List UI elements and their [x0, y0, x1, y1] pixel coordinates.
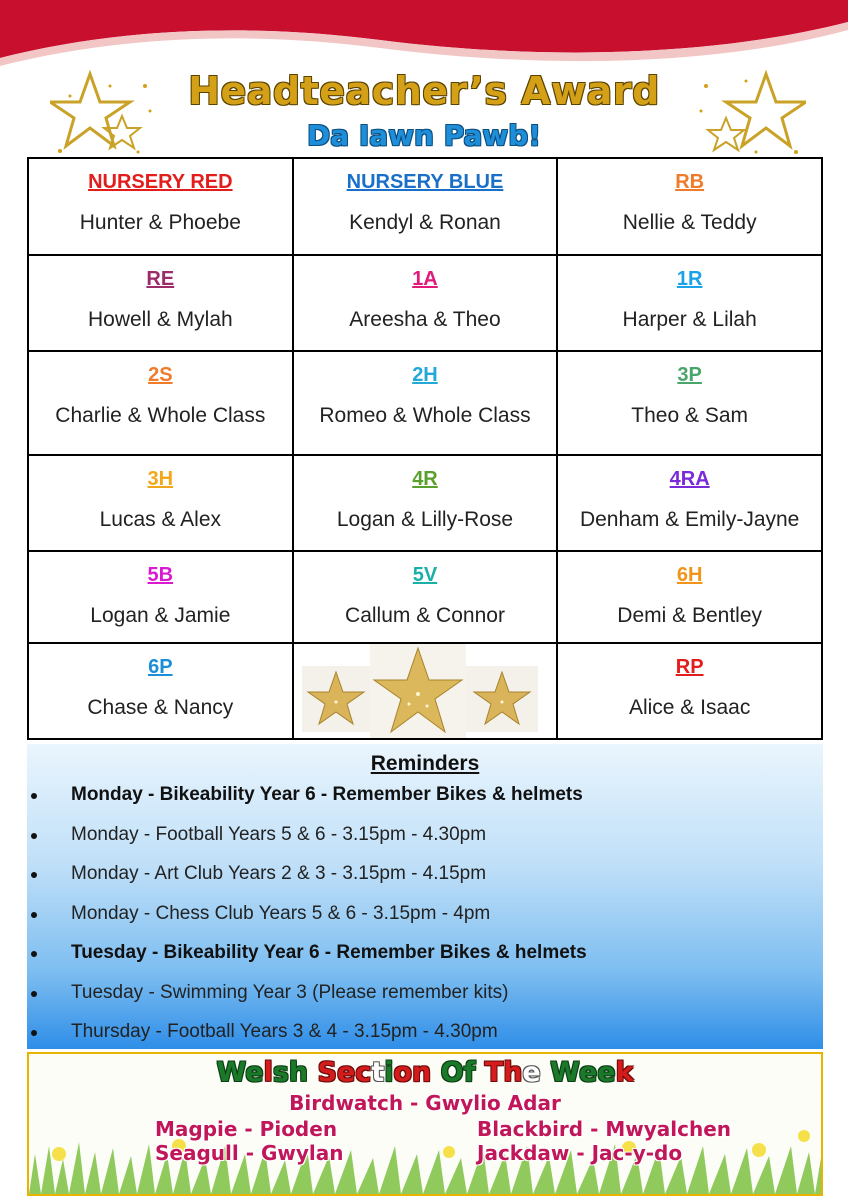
- awards-table: [27, 157, 823, 740]
- reminder-text: Monday - Football Years 5 & 6 - 3.15pm - 4.30pm: [71, 823, 487, 845]
- class-name: NURSERY BLUE: [346, 171, 504, 193]
- award-cell: [293, 351, 558, 455]
- class-name: RE: [146, 268, 175, 290]
- award-cell: [557, 255, 822, 351]
- award-cell: [557, 351, 822, 455]
- pupil-names: Chase & Nancy: [87, 696, 234, 719]
- pupil-names: Alice & Isaac: [628, 696, 751, 719]
- gold-stars-icon: [294, 644, 559, 740]
- reminder-text: Thursday - Football Years 3 & 4 - 3.15pm - 4.30pm: [71, 1021, 498, 1042]
- welsh-section-title: [29, 1054, 821, 1092]
- award-cell: [557, 643, 822, 739]
- award-cell: [557, 551, 822, 643]
- welsh-title-part: k: [615, 1057, 634, 1088]
- bullet-icon: [31, 991, 37, 997]
- reminders-title: Reminders: [370, 752, 480, 775]
- welsh-title-part: e: [522, 1057, 551, 1088]
- pupil-names: Logan & Lilly-Rose: [336, 508, 514, 531]
- pupil-names: Callum & Connor: [345, 604, 505, 627]
- reminder-text: Tuesday - Swimming Year 3 (Please remember kits): [71, 981, 509, 1003]
- class-name: 6P: [148, 656, 173, 678]
- award-cell: [28, 551, 293, 643]
- welsh-word: Blackbird - Mwyalchen: [477, 1117, 731, 1141]
- class-name: 5B: [147, 564, 174, 586]
- welsh-title-part: Wee: [550, 1057, 616, 1088]
- pupil-names: Hunter & Phoebe: [79, 211, 241, 234]
- class-name: 1R: [676, 268, 703, 290]
- reminder-text: Tuesday - Bikeability Year 6 - Remember Bikes & helmets: [71, 942, 587, 963]
- bullet-icon: [31, 793, 37, 799]
- welsh-word: Magpie - Pioden: [155, 1117, 338, 1141]
- welsh-section: [27, 1052, 823, 1196]
- welsh-title-part: Th: [484, 1057, 523, 1088]
- welsh-title-part: on: [393, 1057, 441, 1088]
- class-name: 4RA: [669, 468, 710, 490]
- reminders-list: [27, 780, 823, 1057]
- award-cell: [28, 643, 293, 739]
- pupil-names: Lucas & Alex: [99, 508, 222, 531]
- welsh-title-part: sh: [272, 1057, 318, 1088]
- reminders-panel: [27, 744, 823, 1049]
- welsh-title-part: We: [216, 1057, 264, 1088]
- welsh-word: Seagull - Gwylan: [155, 1141, 344, 1165]
- welsh-word: Jackdaw - Jac-y-do: [477, 1141, 683, 1165]
- pupil-names: Nellie & Teddy: [622, 211, 757, 234]
- class-name: 5V: [412, 564, 438, 586]
- class-name: 3H: [147, 468, 174, 490]
- award-cell: [293, 455, 558, 551]
- award-cell: [557, 158, 822, 255]
- class-name: RB: [675, 171, 705, 193]
- welsh-title-part: l: [263, 1057, 273, 1088]
- award-cell: [557, 455, 822, 551]
- award-cell: [28, 158, 293, 255]
- class-name: 4R: [412, 468, 438, 490]
- pupil-names: Logan & Jamie: [90, 604, 231, 627]
- reminder-item: [27, 859, 823, 899]
- welsh-title-part: t: [371, 1057, 385, 1088]
- page-title: Headteacher’s Award: [188, 69, 660, 113]
- reminder-item: [27, 1017, 823, 1057]
- pupil-names: Demi & Bentley: [617, 604, 763, 627]
- pupil-names: Kendyl & Ronan: [349, 211, 501, 234]
- welsh-title-part: i: [384, 1057, 394, 1088]
- award-cell: [293, 255, 558, 351]
- award-cell: [28, 455, 293, 551]
- bullet-icon: [31, 833, 37, 839]
- pupil-names: Denham & Emily-Jayne: [579, 508, 800, 531]
- bullet-icon: [31, 912, 37, 918]
- pupil-names: Charlie & Whole Class: [55, 404, 266, 427]
- award-cell: [293, 551, 558, 643]
- page-subtitle: Da Iawn Pawb!: [306, 119, 542, 152]
- reminder-text: Monday - Chess Club Years 5 & 6 - 3.15pm - 4pm: [71, 902, 491, 924]
- header-banner: [0, 0, 848, 70]
- class-name: NURSERY RED: [88, 171, 233, 193]
- award-cell: [28, 255, 293, 351]
- award-cell: [28, 351, 293, 455]
- reminder-text: Monday - Art Club Years 2 & 3 - 3.15pm - 4.15pm: [71, 863, 487, 884]
- welsh-heading: Birdwatch - Gwylio Adar: [289, 1091, 561, 1115]
- reminder-item: [27, 978, 823, 1018]
- reminder-item: [27, 899, 823, 939]
- pupil-names: Howell & Mylah: [87, 308, 233, 331]
- class-name: 6H: [676, 564, 703, 586]
- welsh-title-part: Of: [440, 1057, 485, 1088]
- reminder-item: [27, 780, 823, 820]
- class-name: 3P: [677, 364, 702, 386]
- pupil-names: Harper & Lilah: [622, 308, 757, 331]
- reminder-item: [27, 938, 823, 978]
- gold-stars-cell: [293, 643, 558, 739]
- award-cell: [293, 158, 558, 255]
- class-name: 2H: [412, 364, 438, 386]
- class-name: RP: [675, 656, 704, 678]
- pupil-names: Romeo & Whole Class: [319, 404, 531, 427]
- reminder-item: [27, 820, 823, 860]
- reminder-text: Monday - Bikeability Year 6 - Remember Bikes & helmets: [71, 784, 583, 805]
- bullet-icon: [31, 951, 37, 957]
- pupil-names: Theo & Sam: [631, 404, 749, 427]
- pupil-names: Areesha & Theo: [349, 308, 501, 331]
- bullet-icon: [31, 872, 37, 878]
- class-name: 2S: [148, 364, 173, 386]
- class-name: 1A: [412, 268, 438, 290]
- welsh-title-part: Sec: [317, 1057, 372, 1088]
- bullet-icon: [31, 1030, 37, 1036]
